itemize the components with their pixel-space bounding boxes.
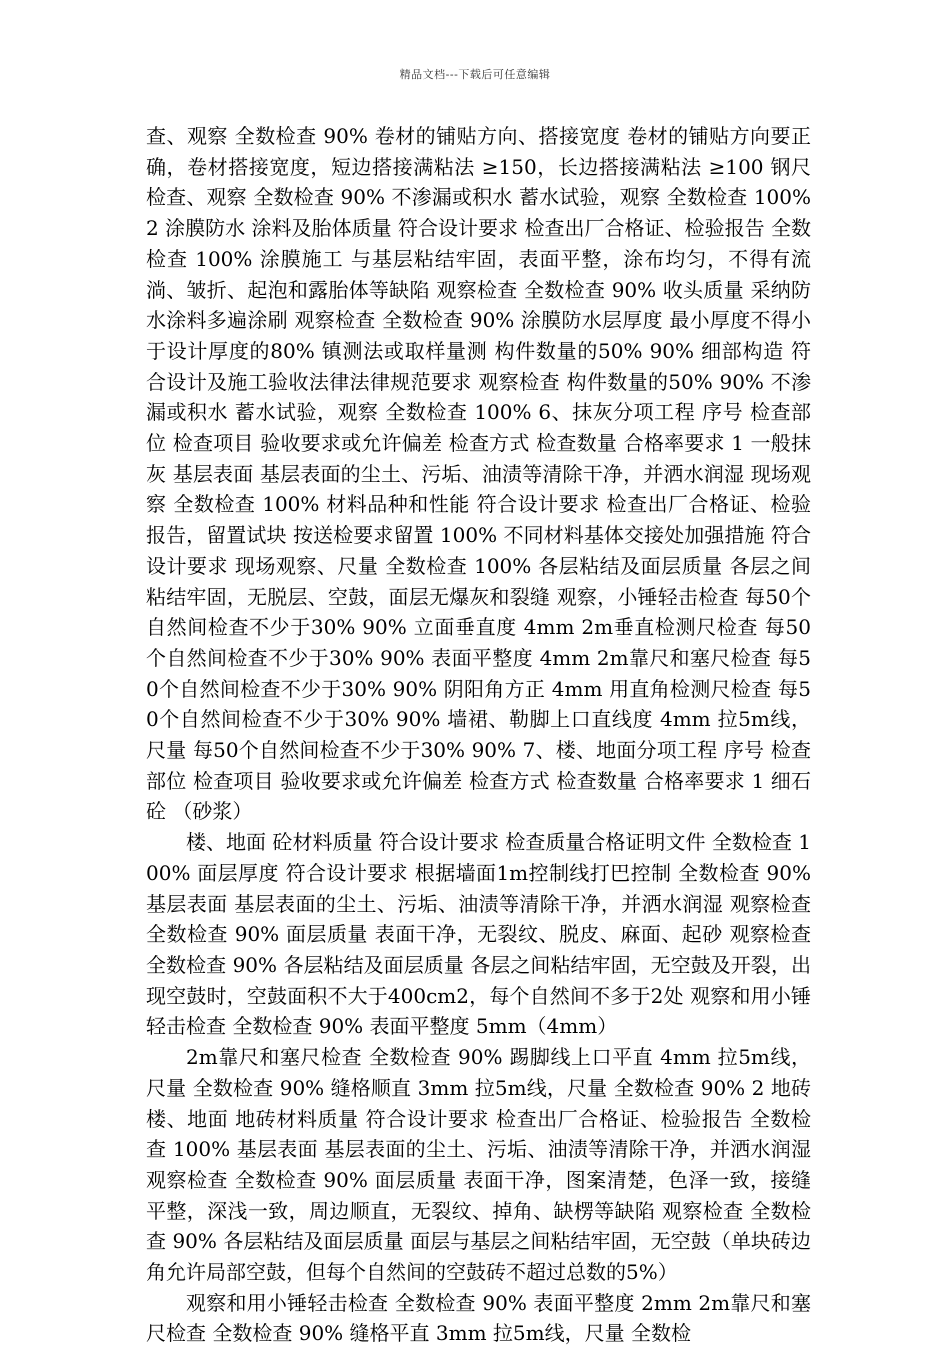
paragraph: 观察和用小锤轻击检查 全数检查 90% 表面平整度 2mm 2m靠尺和塞尺检查 全数检查 90% 缝格平直 3mm 拉5m线，尺量 全数检 (146, 1290, 811, 1346)
document-body (146, 121, 811, 1349)
paragraph: 2m靠尺和塞尺检查 全数检查 90% 踢脚线上口平直 4mm 拉5m线，尺量 全数检查 90% 缝格顺直 3mm 拉5m线，尺量 全数检查 90% 2 地砖 楼、地面 地砖材料质量 符合设计要求 检查出厂合格证、检验报告 全数检查 100% 基层表面 基层表面的尘土、污垢、油渍等清除干净，并洒水润湿 观察检查 全数检查 90% 面层质量 表面干净，图案清楚，色泽一致，接缝平整，深浅一致，周边顺直，无裂纹、掉角、缺楞等缺陷 观察检查 全数检查 90% 各层粘结及面层质量 面层与基层之间粘结牢固，无空鼓（单块砖边角允许局部空鼓，但每个自然间的空鼓砖不超过总数的5%） (146, 1045, 811, 1285)
page-header: 精品文档---下载后可任意编辑 (399, 68, 551, 81)
paragraph: 楼、地面 砼材料质量 符合设计要求 检查质量合格证明文件 全数检查 100% 面层厚度 符合设计要求 根据墙面1m控制线打巴控制 全数检查 90% 基层表面 基层表面的尘土、污垢、油渍等清除干净，并洒水润湿 观察检查 全数检查 90% 面层质量 表面干净，无裂纹、脱皮、麻面、起砂 观察检查 全数检查 90% 各层粘结及面层质量 各层之间粘结牢固，无空鼓及开裂，出现空鼓时，空鼓面积不大于400cm2，每个自然间不多于2处 观察和用小锤轻击检查 全数检查 90% 表面平整度 5mm（4mm） (146, 830, 811, 1039)
paragraph: 查、观察 全数检查 90% 卷材的铺贴方向、搭接宽度 卷材的铺贴方向要正确，卷材搭接宽度，短边搭接满粘法 ≥150，长边搭接满粘法 ≥100 钢尺检查、观察 全数检查 90% 不渗漏或积水 蓄水试验，观察 全数检查 100% 2 涂膜防水 涂料及胎体质量 符合设计要求 检查出厂合格证、检验报告 全数检查 100% 涂膜施工 与基层粘结牢固，表面平整，涂布均匀，不得有流淌、皱折、起泡和露胎体等缺陷 观察检查 全数检查 90% 收头质量 采纳防水涂料多遍涂刷 观察检查 全数检查 90% 涂膜防水层厚度 最小厚度不得小于设计厚度的80% 镇测法或取样量测 构件数量的50% 90% 细部构造 符合设计及施工验收法律法律规范要求 观察检查 构件数量的50% 90% 不渗漏或积水 蓄水试验，观察 全数检查 100% 6、抹灰分项工程 序号 检查部位 检查项目 验收要求或允许偏差 检查方式 检查数量 合格率要求 1 一般抹灰 基层表面 基层表面的尘土、污垢、油渍等清除干净，并洒水润湿 现场观察 全数检查 100% 材料品种和性能 符合设计要求 检查出厂合格证、检验报告，留置试块 按送检要求留置 100% 不同材料基体交接处加强措施 符合设计要求 现场观察、尺量 全数检查 100% 各层粘结及面层质量 各层之间粘结牢固，无脱层、空鼓，面层无爆灰和裂缝 观察，小锤轻击检查 每50个自然间检查不少于30% 90% 立面垂直度 4mm 2m垂直检测尺检查 每50个自然间检查不少于30% 90% 表面平整度 4mm 2m靠尺和塞尺检查 每50个自然间检查不少于30% 90% 阴阳角方正 4mm 用直角检测尺检查 每50个自然间检查不少于30% 90% 墙裙、勒脚上口直线度 4mm 拉5m线，尺量 每50个自然间检查不少于30% 90% 7、楼、地面分项工程 序号 检查部位 检查项目 验收要求或允许偏差 检查方式 检查数量 合格率要求 1 细石砼 （砂浆） (146, 124, 811, 824)
